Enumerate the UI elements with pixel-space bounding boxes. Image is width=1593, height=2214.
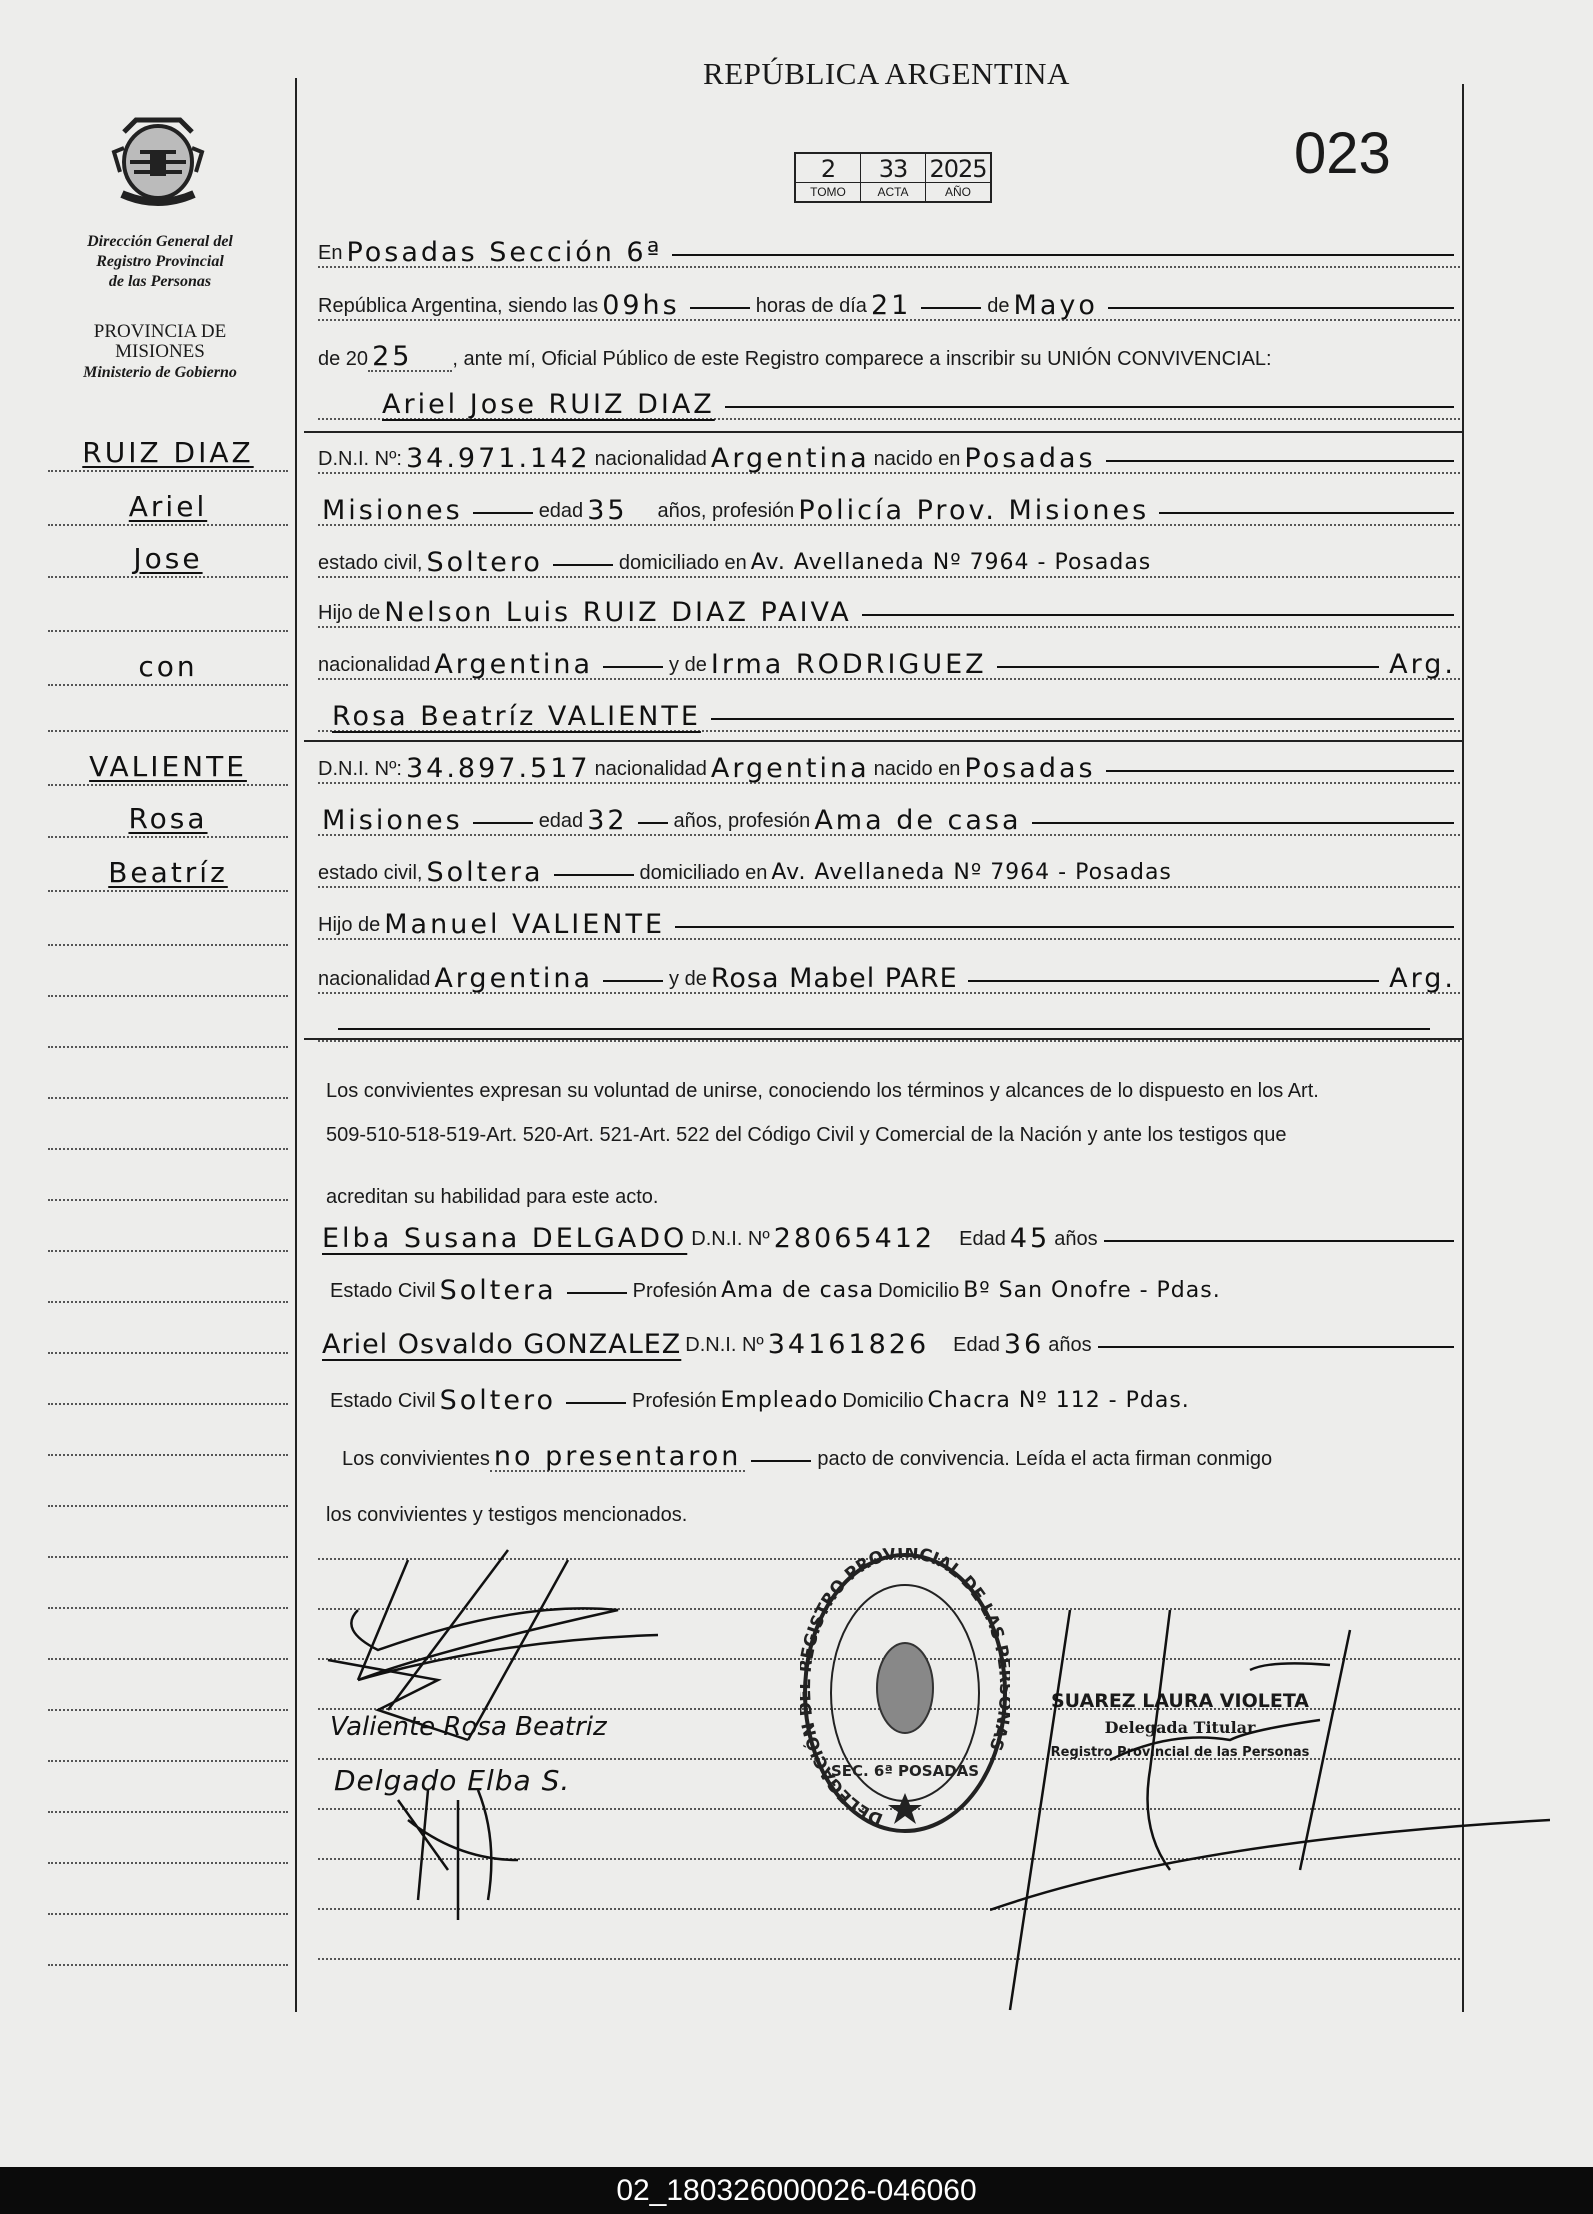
witness2-profession: Empleado (720, 1388, 839, 1413)
label: Profesión (632, 1280, 718, 1302)
person1-civil-row (318, 536, 1460, 578)
fill-line (997, 666, 1380, 668)
margin-dotted-line (48, 1250, 288, 1252)
label: , ante mí, Oficial Público de este Registro comparece a inscribir su UNIÓN CONVIVENCIAL: (452, 348, 1272, 370)
registry-stamp (800, 1548, 1010, 1838)
fill-line (473, 822, 533, 824)
margin-dotted-line (48, 1913, 288, 1915)
margin-dotted-line (48, 1760, 288, 1762)
margin-divider (295, 78, 297, 2012)
fill-line (862, 614, 1454, 616)
tomo-cell (796, 154, 861, 201)
fill-line (338, 1028, 1430, 1030)
person2-address: Av. Avellaneda Nº 7964 - Posadas (771, 860, 1172, 885)
label: nacionalidad (594, 758, 707, 780)
label: domiciliado en (639, 862, 768, 884)
person2-mother-row (318, 952, 1460, 994)
person1-father-row (318, 586, 1460, 628)
label: nacionalidad (594, 448, 707, 470)
declaration-line: 509-510-518-519-Art. 520-Art. 521-Art. 522 del Código Civil y Comercial de la Nación y ante los testigos que (326, 1124, 1287, 1146)
person1-dni: 34.971.142 (405, 443, 591, 474)
fill-line (603, 666, 663, 668)
margin-dotted-line (48, 1607, 288, 1609)
fill-line (638, 822, 668, 824)
witness2-domicile: Chacra Nº 112 - Pdas. (927, 1388, 1190, 1413)
registry-box (794, 152, 992, 203)
margin-dotted-line (48, 1454, 288, 1456)
margin-note (48, 856, 288, 892)
person2-civil-row (318, 846, 1460, 888)
person2-father-row (318, 898, 1460, 940)
anio-label: AÑO (944, 185, 971, 199)
fill-line (725, 406, 1454, 408)
margin-note-text: Ariel (128, 490, 208, 523)
signature-valiente: Valiente Rosa Beatriz (330, 1712, 607, 1742)
scan-id-bar: 02_180326000026-046060 (0, 2167, 1593, 2214)
person2-age: 32 (587, 805, 628, 836)
witness2-name: Ariel Osvaldo GONZALEZ (322, 1329, 682, 1360)
place-row (318, 226, 1460, 268)
margin-dotted-line (48, 1964, 288, 1966)
page-number: 023 (1294, 121, 1391, 186)
official-name: SUAREZ LAURA VIOLETA (1050, 1690, 1310, 1712)
label: nacido en (873, 758, 961, 780)
org-name (40, 232, 280, 292)
witness1-profession: Ama de casa (721, 1278, 875, 1303)
label: D.N.I. Nº: (318, 758, 402, 780)
label: D.N.I. Nº (685, 1334, 764, 1356)
official-office: Registro Provincial de las Personas (1050, 1745, 1310, 1760)
fill-line (921, 307, 981, 309)
margin-note (48, 436, 288, 472)
label: Los convivientes (342, 1448, 490, 1470)
margin-note (48, 596, 288, 632)
label: pacto de convivencia. Leída el acta firman conmigo (817, 1448, 1273, 1470)
acta-label: ACTA (877, 185, 909, 199)
margin-dotted-line (48, 1658, 288, 1660)
anio-cell (926, 154, 990, 201)
person2-mother-nationality: Arg. (1389, 963, 1456, 994)
declaration-line: acreditan su habilidad para este acto. (326, 1186, 659, 1208)
acta-value: 33 (861, 154, 925, 183)
acta-cell (861, 154, 926, 201)
label: estado civil, (318, 862, 423, 884)
label: D.N.I. Nº (691, 1228, 770, 1250)
person2-civil-status: Soltera (426, 857, 544, 888)
province-line: PROVINCIA DE (93, 321, 227, 342)
tomo-label: TOMO (810, 185, 846, 199)
margin-dotted-line (48, 995, 288, 997)
person1-name: Ariel Jose RUIZ DIAZ (382, 389, 715, 420)
person1-mother: Irma RODRIGUEZ (710, 649, 987, 680)
person1-mother-row (318, 638, 1460, 680)
margin-note-text: con (138, 650, 198, 683)
person2-birthplace-province: Misiones (322, 805, 463, 836)
margin-note (48, 802, 288, 838)
label: nacionalidad (318, 654, 431, 676)
ministry-line: Ministerio de Gobierno (83, 364, 237, 381)
label: D.N.I. Nº: (318, 448, 402, 470)
witness1-civil-status: Soltera (439, 1275, 557, 1306)
witness1-domicile: Bº San Onofre - Pdas. (963, 1278, 1221, 1303)
margin-dotted-line (48, 1556, 288, 1558)
label: años, profesión (657, 500, 795, 522)
label: Domicilio (878, 1280, 960, 1302)
margin-dotted-line (48, 1301, 288, 1303)
margin-note-text: Rosa (128, 802, 208, 835)
signature-delgado: Delgado Elba S. (334, 1764, 571, 1797)
year-value: 25 (368, 344, 452, 372)
pact-status-value: no presentaron (490, 1444, 746, 1472)
margin-note-text: RUIZ DIAZ (82, 436, 254, 469)
label: Domicilio (842, 1390, 924, 1412)
person1-civil-status: Soltero (426, 547, 543, 578)
margin-dotted-line (48, 1862, 288, 1864)
fill-line (1106, 460, 1454, 462)
fill-line (566, 1402, 626, 1404)
time-row (318, 279, 1460, 321)
fill-line (675, 926, 1454, 928)
witness2-dni: 34161826 (767, 1329, 930, 1360)
fill-line (1098, 1346, 1454, 1348)
fill-line (672, 254, 1454, 256)
fill-line (711, 718, 1454, 720)
margin-dotted-line (48, 1046, 288, 1048)
fill-line (690, 307, 750, 309)
declaration-line: Los convivientes expresan su voluntad de unirse, conociendo los términos y alcances de lo dispuesto en los Art. (326, 1080, 1319, 1102)
person1-birthplace-province: Misiones (322, 495, 463, 526)
witness1-dni: 28065412 (773, 1223, 936, 1254)
witness1-row (318, 1212, 1460, 1252)
margin-note (48, 750, 288, 786)
margin-dotted-line (48, 1148, 288, 1150)
witness2-row (318, 1318, 1460, 1358)
fill-line (751, 1460, 811, 1462)
label: y de (669, 968, 707, 990)
day-value: 21 (870, 290, 912, 321)
label: Estado Civil (330, 1280, 436, 1302)
label: domiciliado en (618, 552, 747, 574)
document-title: REPÚBLICA ARGENTINA (703, 56, 1070, 91)
margin-note (48, 650, 288, 686)
official-role: Delegada Titular (1104, 1718, 1256, 1737)
margin-note-text: Beatríz (108, 856, 228, 889)
official-signature (990, 1570, 1550, 2050)
fill-line (968, 980, 1380, 982)
person2-profession: Ama de casa (814, 805, 1022, 836)
margin-dotted-line (48, 1505, 288, 1507)
fill-line (567, 1292, 627, 1294)
margin-note (48, 542, 288, 578)
witness1-age: 45 (1009, 1223, 1051, 1254)
witness1-name: Elba Susana DELGADO (322, 1223, 688, 1254)
label: y de (669, 654, 707, 676)
person2-age-row (318, 794, 1460, 836)
fill-line (554, 874, 634, 876)
label: de 20 (318, 348, 369, 370)
tomo-value: 2 (796, 154, 860, 183)
person2-name-row (318, 690, 1460, 732)
margin-dotted-line (48, 1199, 288, 1201)
label: Edad (953, 1334, 1000, 1356)
margin-note-text: VALIENTE (89, 750, 247, 783)
person1-nationality: Argentina (710, 443, 870, 474)
anio-value: 2025 (926, 154, 990, 183)
place-value: Posadas Sección 6ª (346, 237, 663, 268)
margin-dotted-line (48, 1709, 288, 1711)
witness1-details-row (330, 1264, 1460, 1304)
label: años (1048, 1334, 1092, 1356)
person2-dni: 34.897.517 (405, 753, 591, 784)
person2-dni-row (318, 742, 1460, 784)
province-name (40, 322, 280, 383)
label: Hijo de (318, 914, 381, 936)
label: años, profesión (673, 810, 811, 832)
person2-birthplace: Posadas (964, 753, 1096, 784)
fill-line (1159, 512, 1454, 514)
label: Edad (959, 1228, 1006, 1250)
person1-mother-nationality: Arg. (1389, 649, 1456, 680)
margin-dotted-line (48, 1811, 288, 1813)
margin-note (48, 490, 288, 526)
hour-value: 09hs (602, 290, 680, 321)
person1-father-nationality: Argentina (434, 649, 594, 680)
label: de (987, 295, 1010, 317)
label: República Argentina, siendo las (318, 295, 599, 317)
label: En (318, 242, 343, 264)
year-row (318, 332, 1460, 372)
label: nacido en (873, 448, 961, 470)
person1-profession: Policía Prov. Misiones (798, 495, 1150, 526)
fill-line (553, 564, 613, 566)
person2-mother: Rosa Mabel PARE (710, 963, 958, 994)
person1-age-row (318, 484, 1460, 526)
margin-dotted-line (48, 1352, 288, 1354)
person1-birthplace: Posadas (964, 443, 1096, 474)
fill-line (1108, 307, 1454, 309)
org-line: de las Personas (108, 273, 212, 290)
fill-line (473, 512, 533, 514)
person2-father: Manuel VALIENTE (384, 909, 666, 940)
month-value: Mayo (1013, 290, 1098, 321)
closing-line: los convivientes y testigos mencionados. (326, 1504, 688, 1526)
label: edad (538, 810, 584, 832)
witness2-details-row (330, 1374, 1460, 1414)
witness2-civil-status: Soltero (439, 1385, 556, 1416)
person1-dni-row (318, 432, 1460, 474)
stamp-ring-text: DELEGACIÓN GISTRO PROVINCIAL DE LAS AS (800, 1548, 1010, 1829)
witness2-age: 36 (1003, 1329, 1045, 1360)
org-line: Registro Provincial (96, 253, 224, 270)
margin-dotted-line (48, 1097, 288, 1099)
fill-line (1104, 1240, 1454, 1242)
label: años (1054, 1228, 1098, 1250)
person1-father: Nelson Luis RUIZ DIAZ PAIVA (384, 597, 852, 628)
person1-name-row (318, 378, 1460, 420)
stamp-inner-text: SEC. 6ª POSADAS (830, 1762, 980, 1780)
person2-father-nationality: Argentina (434, 963, 594, 994)
margin-note-text: Jose (133, 542, 203, 575)
label: estado civil, (318, 552, 423, 574)
label: nacionalidad (318, 968, 431, 990)
margin-note (48, 696, 288, 732)
fill-line (603, 980, 663, 982)
province-line: MISIONES (115, 341, 205, 362)
fill-line (1032, 822, 1454, 824)
margin-dotted-line (48, 1403, 288, 1405)
label: Hijo de (318, 602, 381, 624)
closing-row (342, 1432, 1460, 1472)
fill-line (1106, 770, 1454, 772)
org-line: Dirección General del (87, 233, 233, 250)
person1-address: Av. Avellaneda Nº 7964 - Posadas (750, 550, 1152, 575)
label: Estado Civil (330, 1390, 436, 1412)
misiones-seal-logo (110, 112, 206, 212)
label: Profesión (632, 1390, 717, 1412)
label: edad (538, 500, 584, 522)
label: horas de día (755, 295, 867, 317)
margin-dotted-line (48, 944, 288, 946)
person1-age: 35 (587, 495, 628, 526)
blank-row (318, 1000, 1460, 1042)
person2-nationality: Argentina (710, 753, 870, 784)
person2-name: Rosa Beatríz VALIENTE (332, 701, 701, 732)
